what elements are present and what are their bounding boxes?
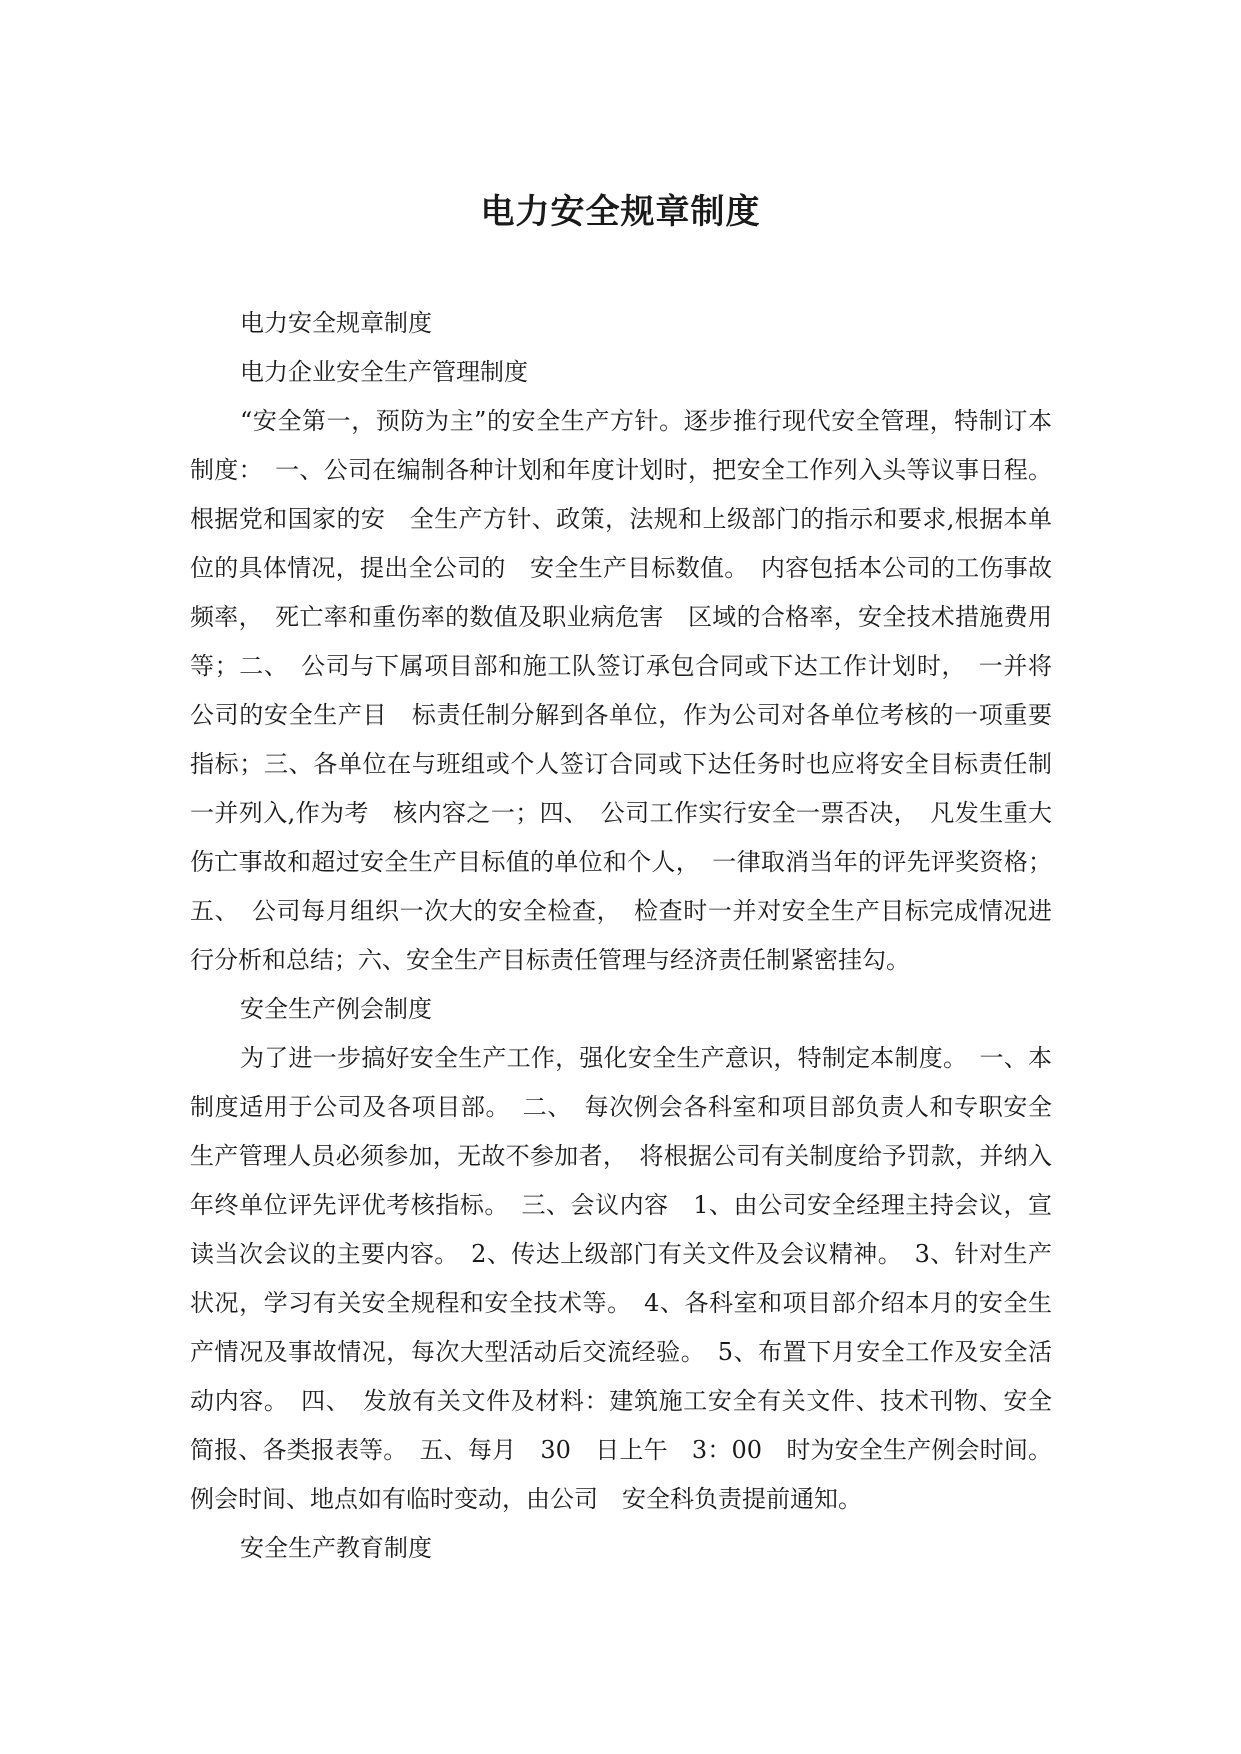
document-body (190, 299, 1052, 1573)
section-heading-education: 安全生产教育制度 (240, 1534, 432, 1562)
paragraph-management: “安全第一，预防为主”的安全生产方针。逐步推行现代安全管理，特制订本制度： 一、公司在编制各种计划和年度计划时，把安全工作列入头等议事日程。根据党和国家的安 全生产方针、政策，法规和上级部门的指示和要求,根据本单位的具体情况，提出全公司的 安全生产目标数值。 内容包括本公司的工伤事故频率， 死亡率和重伤率的数值及职业病危害 区域的合格率，安全技术措施费用等；二、 公司与下属项目部和施工队签订承包合同或下达工作计划时， 一并将公司的安全生产目 标责任制分解到各单位，作为公司对各单位考核的一项重要指标；三、各单位在与班组或个人签订合同或下达任务时也应将安全目标责任制一并列入,作为考 核内容之一；四、 公司工作实行安全一票否决， 凡发生重大伤亡事故和超过安全生产目标值的单位和个人， 一律取消当年的评先评奖资格；五、 公司每月组织一次大的安全检查， 检查时一并对安全生产目标完成情况进行分析和总结；六、安全生产目标责任管理与经济责任制紧密挂勾。 (190, 407, 1052, 974)
heading-main: 电力安全规章制度 (240, 309, 432, 337)
section-heading-management: 电力企业安全生产管理制度 (240, 358, 528, 386)
section-heading-meeting: 安全生产例会制度 (240, 995, 432, 1023)
paragraph-meeting: 为了进一步搞好安全生产工作，强化安全生产意识，特制定本制度。 一、本制度适用于公司及各项目部。 二、 每次例会各科室和项目部负责人和专职安全生产管理人员必须参加，无故不参加者， 将根据公司有关制度给予罚款，并纳入年终单位评先评优考核指标。 三、会议内容 1、由公司安全经理主持会议，宣读当次会议的主要内容。 2、传达上级部门有关文件及会议精神。 3、针对生产状况，学习有关安全规程和安全技术等。 4、各科室和项目部介绍本月的安全生产情况及事故情况，每次大型活动后交流经验。 5、布置下月安全工作及安全活动内容。 四、 发放有关文件及材料：建筑施工安全有关文件、技术刊物、安全简报、各类报表等。 五、每月 30 日上午 3：00 时为安全生产例会时间。例会时间、地点如有临时变动，由公司 安全科负责提前通知。 (190, 1044, 1052, 1513)
document-title: 电力安全规章制度 (480, 192, 761, 232)
